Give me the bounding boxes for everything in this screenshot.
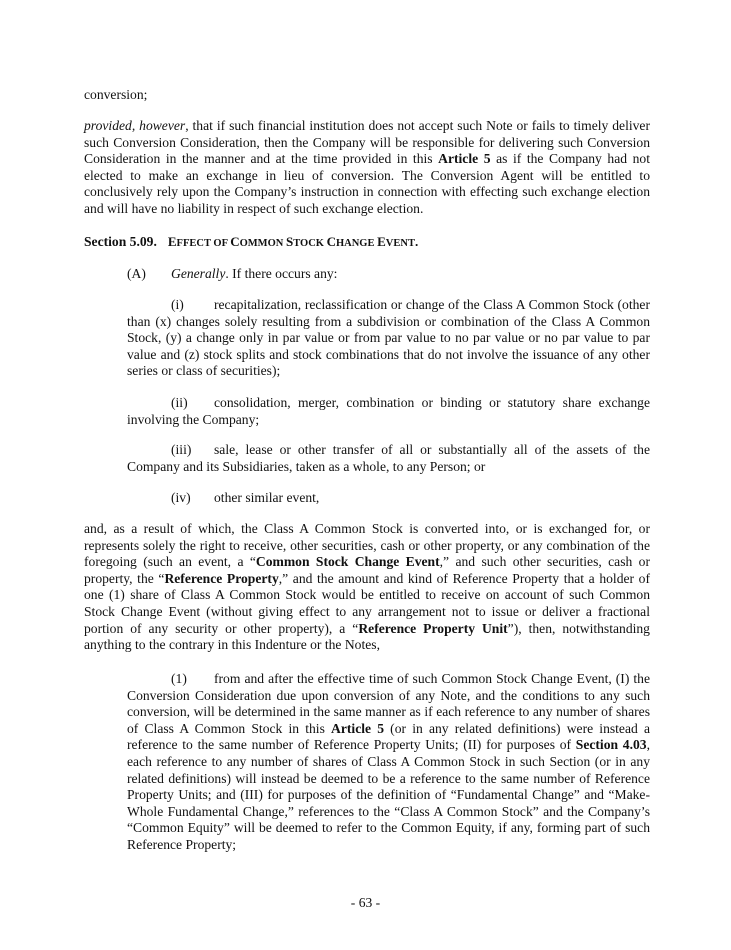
provided-however-lead: provided, however bbox=[84, 118, 186, 133]
section-title-part: C bbox=[230, 234, 240, 249]
section-title bbox=[168, 234, 418, 249]
article-5-reference: Article 5 bbox=[438, 151, 491, 167]
item-i-number: (i) bbox=[171, 297, 184, 312]
section-title-part: FFECT OF bbox=[176, 238, 231, 249]
section-4-03-reference: Section 4.03 bbox=[575, 737, 647, 753]
defined-term-reference-property-unit: Reference Property Unit bbox=[358, 620, 508, 636]
section-title-part: TOCK bbox=[293, 238, 327, 249]
paragraph-conversion: conversion; bbox=[84, 87, 148, 102]
paragraph-common-stock-change: and, as a result of which, the Class A Common Stock is converted into, or is exchanged for, or represents solely the right to receive, other securities, cash or other property, or any combination of the foregoing (such an event, a “Common Stock Change Event,” and such other securities, cash or property, the “Reference Property,” and the amount and kind of Reference Property that a holder of one (1) share of Class A Common Stock would be entitled to receive on account of such Common Stock Change Event (without giving effect to any arrangement not to issue or deliver a fractional portion of any security or other property), a “Reference Property Unit”), then, notwithstanding anything to the contrary in this Indenture or the Notes, bbox=[84, 521, 650, 653]
section-title-part: S bbox=[285, 234, 294, 249]
section-title-part: E bbox=[167, 234, 177, 249]
item-1: (1) from and after the effective time of such Common Stock Change Event, (I) the Conversion Consideration due upon conversion of any Note, and the conditions to any such conversion, will be determined in the same manner as if each reference to any number of shares of Class A Common Stock in this Article 5 (or in any related definitions) were instead a reference to the same number of Reference Property Units; (II) for purposes of Section 4.03, each reference to any number of shares of Class A Common Stock in such Section (or in any related definitions) will instead be deemed to be a reference to the same number of Reference Property Units; and (III) for purposes of the definition of “Fundamental Change” and “Make-Whole Fundamental Change,” references to the “Class A Common Stock” and the Company’s “Common Equity” will be deemed to refer to the Common Equity, if any, forming part of such Reference Property; bbox=[127, 671, 650, 852]
section-title-part: E bbox=[377, 234, 386, 249]
section-heading bbox=[84, 234, 650, 253]
item-iv: (iv) other similar event, bbox=[171, 490, 320, 505]
item-ii: (ii) consolidation, merger, combination or binding or statutory share exchange involving the Company; bbox=[127, 395, 650, 427]
item-iii: (iii) sale, lease or other transfer of all or substantially all of the assets of the Company and its Subsidiaries, taken as a whole, to any Person; or bbox=[127, 442, 650, 474]
article-5-reference: Article 5 bbox=[331, 720, 385, 736]
paragraph-a: (A) Generally. If there occurs any: bbox=[127, 266, 338, 281]
item-1-number: (1) bbox=[171, 671, 187, 686]
paragraph-a-label: (A) bbox=[127, 266, 146, 281]
paragraph-a-heading: Generally bbox=[171, 266, 226, 281]
defined-term-reference-property: Reference Property bbox=[164, 570, 279, 586]
section-title-part: . bbox=[414, 234, 419, 249]
section-number: Section 5.09. bbox=[84, 234, 157, 249]
section-title-part: C bbox=[326, 234, 336, 249]
item-iv-number: (iv) bbox=[171, 490, 191, 505]
paragraph-provided-however: provided, however, that if such financial institution does not accept such Note or fails to timely deliver such Conversion Consideration, then the Company will be responsible for delivering such Conversion Consideration in the manner and at the time provided in this Article 5 as if the Company had not elected to make an exchange in lieu of conversion. The Conversion Agent will be entitled to conclusively rely upon the Company’s instruction in connection with effecting such exchange election and will have no liability in respect of such exchange election. bbox=[84, 118, 650, 216]
item-iii-number: (iii) bbox=[171, 442, 192, 457]
section-title-part: OMMON bbox=[239, 238, 286, 249]
item-ii-number: (ii) bbox=[171, 395, 188, 410]
defined-term-common-stock-change-event: Common Stock Change Event bbox=[255, 554, 440, 570]
section-title-part: VENT bbox=[385, 238, 415, 249]
item-i: (i) recapitalization, reclassification or change of the Class A Common Stock (other than (x) changes solely resulting from a subdivision or combination of the Class A Common Stock, (y) a change only in par value or from par value to no par value or no par value to par value and (z) stock splits and stock combinations that do not involve the issuance of any other series or class of securities); bbox=[127, 297, 650, 379]
section-title-part: HANGE bbox=[335, 238, 378, 249]
page-number: - 63 - bbox=[350, 895, 381, 910]
